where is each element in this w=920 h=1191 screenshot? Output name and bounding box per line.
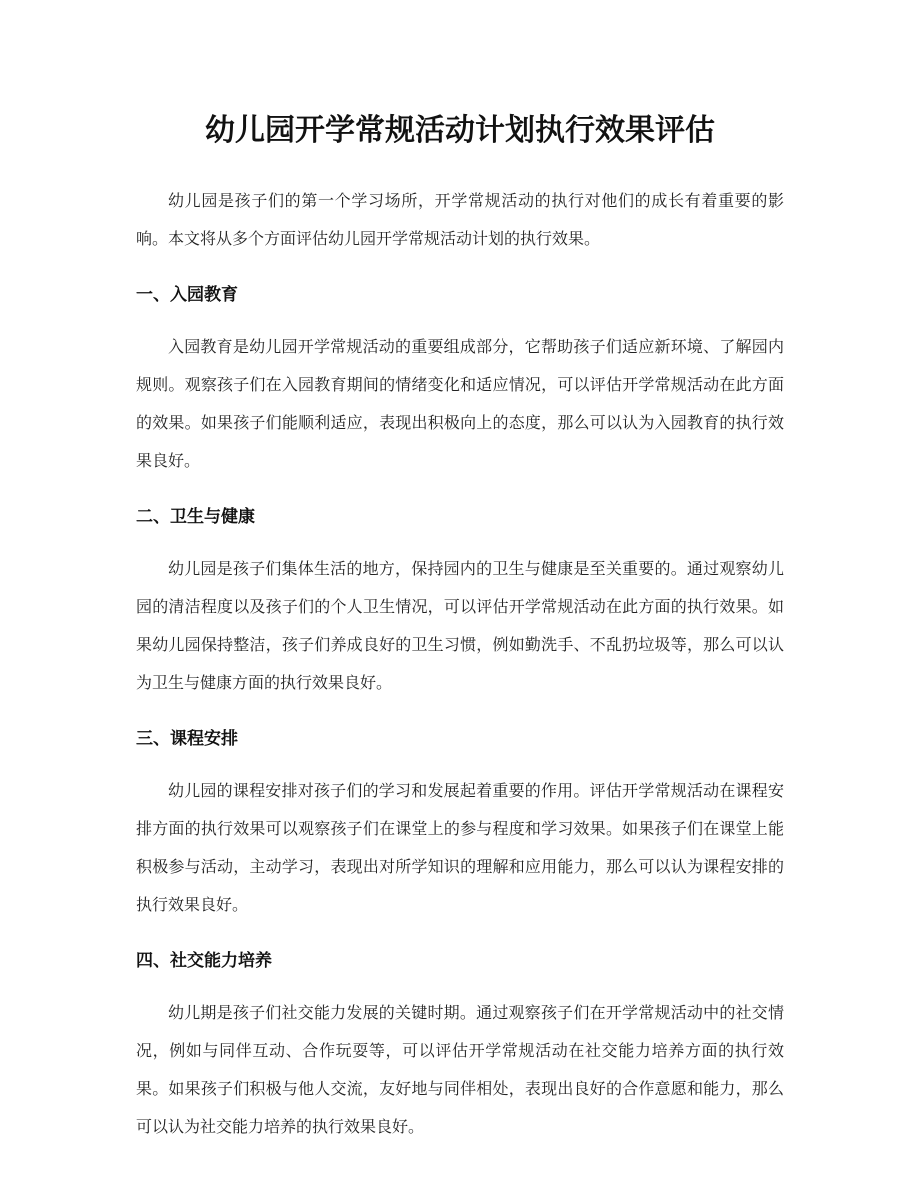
section-3 <box>136 724 784 924</box>
intro-paragraph: 幼儿园是孩子们的第一个学习场所，开学常规活动的执行对他们的成长有着重要的影响。本文将从多个方面评估幼儿园开学常规活动计划的执行效果。 <box>136 191 784 248</box>
section-paragraph: 入园教育是幼儿园开学常规活动的重要组成部分，它帮助孩子们适应新环境、了解园内规则。观察孩子们在入园教育期间的情绪变化和适应情况，可以评估开学常规活动在此方面的效果。如果孩子们能顺利适应，表现出积极向上的态度，那么可以认为入园教育的执行效果良好。 <box>136 337 784 470</box>
section-1 <box>136 280 784 480</box>
section-heading: 四、社交能力培养 <box>136 951 272 971</box>
section-paragraph: 幼儿期是孩子们社交能力发展的关键时期。通过观察孩子们在开学常规活动中的社交情况，例如与同伴互动、合作玩耍等，可以评估开学常规活动在社交能力培养方面的执行效果。如果孩子们积极与他人交流，友好地与同伴相处，表现出良好的合作意愿和能力，那么可以认为社交能力培养的执行效果良好。 <box>136 1003 784 1136</box>
section-paragraph: 幼儿园是孩子们集体生活的地方，保持园内的卫生与健康是至关重要的。通过观察幼儿园的清洁程度以及孩子们的个人卫生情况，可以评估开学常规活动在此方面的执行效果。如果幼儿园保持整洁，孩子们养成良好的卫生习惯，例如勤洗手、不乱扔垃圾等，那么可以认为卫生与健康方面的执行效果良好。 <box>136 559 784 692</box>
section-paragraph: 幼儿园的课程安排对孩子们的学习和发展起着重要的作用。评估开学常规活动在课程安排方面的执行效果可以观察孩子们在课堂上的参与程度和学习效果。如果孩子们在课堂上能积极参与活动，主动学习，表现出对所学知识的理解和应用能力，那么可以认为课程安排的执行效果良好。 <box>136 781 784 914</box>
document-body <box>136 182 784 1146</box>
section-2 <box>136 502 784 702</box>
section-4 <box>136 946 784 1146</box>
document-title: 幼儿园开学常规活动计划执行效果评估 <box>205 113 715 148</box>
section-heading: 三、课程安排 <box>136 729 238 749</box>
section-heading: 一、入园教育 <box>136 285 238 305</box>
section-heading: 二、卫生与健康 <box>136 507 255 527</box>
